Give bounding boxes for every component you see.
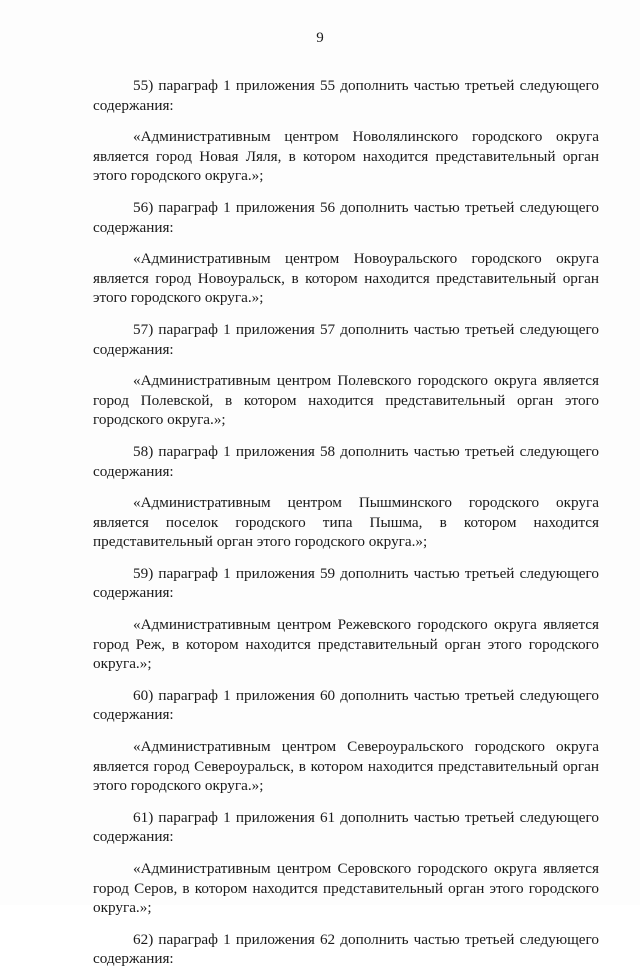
amendment-instruction-59: 59) параграф 1 приложения 59 дополнить частью третьей следующего содержания: xyxy=(93,564,599,602)
amendment-instruction-58: 58) параграф 1 приложения 58 дополнить частью третьей следующего содержания: xyxy=(93,442,599,480)
page-number: 9 xyxy=(316,30,324,46)
amendment-instruction-55: 55) параграф 1 приложения 55 дополнить частью третьей следующего содержания: xyxy=(93,77,599,114)
amendment-text-61: «Административным центром Серовского городского округа является город Серов, в котором находится представительный орган этого городского округа.»; xyxy=(93,860,599,917)
amendment-text-60: «Административным центром Североуральского городского округа является город Североуральск, в котором находится представительный орган этого городского округа.»; xyxy=(93,738,599,795)
amendment-text-55: «Административным центром Новолялинского городского округа является город Новая Ляля, в котором находится представительный орган этого городского округа.»; xyxy=(93,128,599,185)
amendment-text-59: «Административным центром Режевского городского округа является город Реж, в котором находится представительный орган этого городского округа.»; xyxy=(93,616,599,673)
amendment-instruction-57: 57) параграф 1 приложения 57 дополнить частью третьей следующего содержания: xyxy=(93,320,599,358)
amendment-text-57: «Административным центром Полевского городского округа является город Полевской, в котором находится представительный орган этого городского округа.»; xyxy=(93,372,599,429)
amendment-instruction-61: 61) параграф 1 приложения 61 дополнить частью третьей следующего содержания: xyxy=(93,808,599,846)
amendment-text-56: «Административным центром Новоуральского городского округа является город Новоуральск, в котором находится представительный орган этого городского округа.»; xyxy=(93,250,599,307)
amendment-instruction-62: 62) параграф 1 приложения 62 дополнить частью третьей следующего содержания: xyxy=(93,930,599,968)
amendment-text-58: «Административным центром Пышминского городского округа является поселок городского типа Пышма, в котором находится представительный орган этого городского округа.»; xyxy=(93,494,599,551)
amendment-instruction-60: 60) параграф 1 приложения 60 дополнить частью третьей следующего содержания: xyxy=(93,686,599,724)
amendment-instruction-56: 56) параграф 1 приложения 56 дополнить частью третьей следующего содержания: xyxy=(93,198,599,236)
document-body xyxy=(93,76,599,969)
